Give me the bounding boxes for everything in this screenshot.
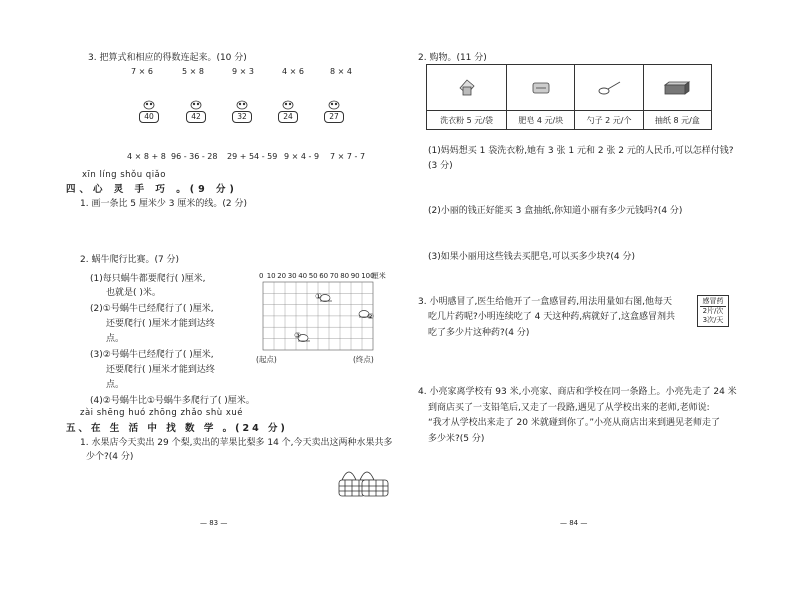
r-q3c: 吃了多少片这种药?(4 分) (428, 328, 530, 338)
ruler-label-100: 100 (361, 272, 375, 280)
snail-label-2: ② (367, 312, 375, 321)
r-q3b: 吃几片药呢?小明连续吃了 4 天这种药,病就好了,这盒感冒剂共 (428, 312, 675, 322)
item-label-1: 洗衣粉 5 元/袋 (427, 111, 507, 130)
page-number-right: — 84 — (560, 519, 588, 527)
page-number-left: — 83 — (200, 519, 228, 527)
medicine-freq: 3次/天 (702, 316, 724, 324)
ruler-label-30: 30 (287, 272, 297, 280)
s4-q2: 2. 蜗牛爬行比赛。(7 分) (80, 255, 180, 265)
s4-q2-1a: (1)每只蜗牛都要爬行( )厘米, (90, 274, 206, 284)
section4-title: 四、心 灵 手 巧 。(9 分) (66, 184, 238, 195)
ruler-label-90: 90 (350, 272, 360, 280)
item-cell-1 (427, 65, 507, 111)
r-q2-3: (3)如果小丽用这些钱去买肥皂,可以买多少块?(4 分) (428, 252, 635, 262)
r-q4c: “我才从学校出来走了 20 米就碰到你了。”小亮从商店出来到遇见老师走了 (428, 418, 721, 428)
answer-box-4[interactable]: 24 (278, 111, 298, 123)
item-label-3: 勺子 2 元/个 (575, 111, 643, 130)
item-cell-4 (643, 65, 711, 111)
soap-icon (529, 76, 553, 98)
ruler-label-50: 50 (308, 272, 318, 280)
r-q4d: 多少米?(5 分) (428, 434, 485, 444)
fruit-basket-icon (336, 460, 396, 500)
section4-pinyin: xīn líng shǒu qiǎo (82, 170, 166, 180)
section5-title: 五、在 生 活 中 找 数 学 。(24 分) (66, 423, 288, 434)
section5-pinyin: zài shēng huó zhōng zhǎo shù xué (80, 408, 243, 418)
bottom-expr-5: 7 × 7 - 7 (330, 152, 366, 161)
s4-q2-3a: (3)②号蜗牛已经爬行了( )厘米, (90, 350, 214, 360)
ruler-labels (259, 271, 386, 281)
top-expr-5: 8 × 4 (330, 67, 352, 76)
ruler-label-40: 40 (298, 272, 308, 280)
top-expr-3: 9 × 3 (232, 67, 254, 76)
item-cell-3 (575, 65, 643, 111)
medicine-dose: 2片/次 (700, 306, 726, 316)
q3-title: 3. 把算式和相应的得数连起来。(10 分) (88, 53, 247, 63)
medicine-box (697, 295, 729, 327)
item-label-2: 肥皂 4 元/块 (507, 111, 575, 130)
snail-label-1: ① (315, 292, 323, 301)
cartoon-heads (140, 99, 360, 111)
top-expr-1: 7 × 6 (131, 67, 153, 76)
spoon-icon (595, 76, 623, 98)
s4-q2-3b: 还要爬行( )厘米才能到达终 (106, 365, 215, 375)
r-q2-1a: (1)妈妈想买 1 袋洗衣粉,她有 3 张 1 元和 2 张 2 元的人民币,可以怎样付钱? (428, 146, 734, 156)
bottom-expr-1: 4 × 8 + 8 (127, 152, 166, 161)
r-q2-title: 2. 购物。(11 分) (418, 53, 487, 63)
medicine-name: 感冒药 (702, 297, 724, 305)
bottom-expr-2: 96 - 36 - 28 (171, 152, 218, 161)
r-q4a: 4. 小亮家离学校有 93 米,小亮家、商店和学校在同一条路上。小亮先走了 24 米 (418, 387, 737, 397)
answer-box-5[interactable]: 27 (324, 111, 344, 123)
answer-box-3[interactable]: 32 (232, 111, 252, 123)
bottom-expr-4: 9 × 4 - 9 (284, 152, 320, 161)
s4-q2-2a: (2)①号蜗牛已经爬行了( )厘米, (90, 304, 214, 314)
detergent-icon (455, 76, 479, 98)
answer-box-2[interactable]: 42 (186, 111, 206, 123)
ruler-label-80: 80 (340, 272, 350, 280)
ruler-unit: 厘米 (371, 272, 386, 280)
ruler-label-60: 60 (319, 272, 329, 280)
bottom-expr-3: 29 + 54 - 59 (227, 152, 278, 161)
r-q2-1b: (3 分) (428, 161, 453, 171)
r-q4b: 到商店买了一支铅笔后,又走了一段路,遇见了从学校出来的老师,老师说: (428, 403, 710, 413)
s4-q2-2b: 还要爬行( )厘米才能到达终 (106, 319, 215, 329)
r-q2-2: (2)小丽的钱正好能买 3 盒抽纸,你知道小丽有多少元钱吗?(4 分) (428, 206, 683, 216)
snail-label-3: ③ (294, 331, 302, 340)
start-label: (起点) (256, 355, 277, 364)
ruler-label-0: 0 (259, 272, 264, 280)
top-expr-4: 4 × 6 (282, 67, 304, 76)
s4-q2-2c: 点。 (106, 334, 125, 344)
item-label-4: 抽纸 8 元/盒 (643, 111, 711, 130)
s5-q1a: 1. 水果店今天卖出 29 个梨,卖出的苹果比梨多 14 个,今天卖出这两种水果共多 (80, 438, 393, 448)
s4-q1: 1. 画一条比 5 厘米少 3 厘米的线。(2 分) (80, 199, 247, 209)
r-q3a: 3. 小明感冒了,医生给他开了一盒感冒药,用法用量如右图,他每天 (418, 297, 673, 307)
ruler-label-10: 10 (266, 272, 276, 280)
s4-q2-4: (4)②号蜗牛比①号蜗牛多爬行了( )厘米。 (90, 396, 255, 406)
s4-q2-3c: 点。 (106, 380, 125, 390)
ruler-label-70: 70 (329, 272, 339, 280)
tissue-box-icon (661, 76, 693, 98)
item-cell-2 (507, 65, 575, 111)
ruler-label-20: 20 (277, 272, 287, 280)
answer-box-1[interactable]: 40 (139, 111, 159, 123)
s5-q1b: 少个?(4 分) (86, 452, 134, 462)
s4-q2-1b: 也就是( )米。 (106, 288, 161, 298)
shopping-table (426, 64, 712, 130)
end-label: (终点) (353, 355, 374, 364)
top-expr-2: 5 × 8 (182, 67, 204, 76)
